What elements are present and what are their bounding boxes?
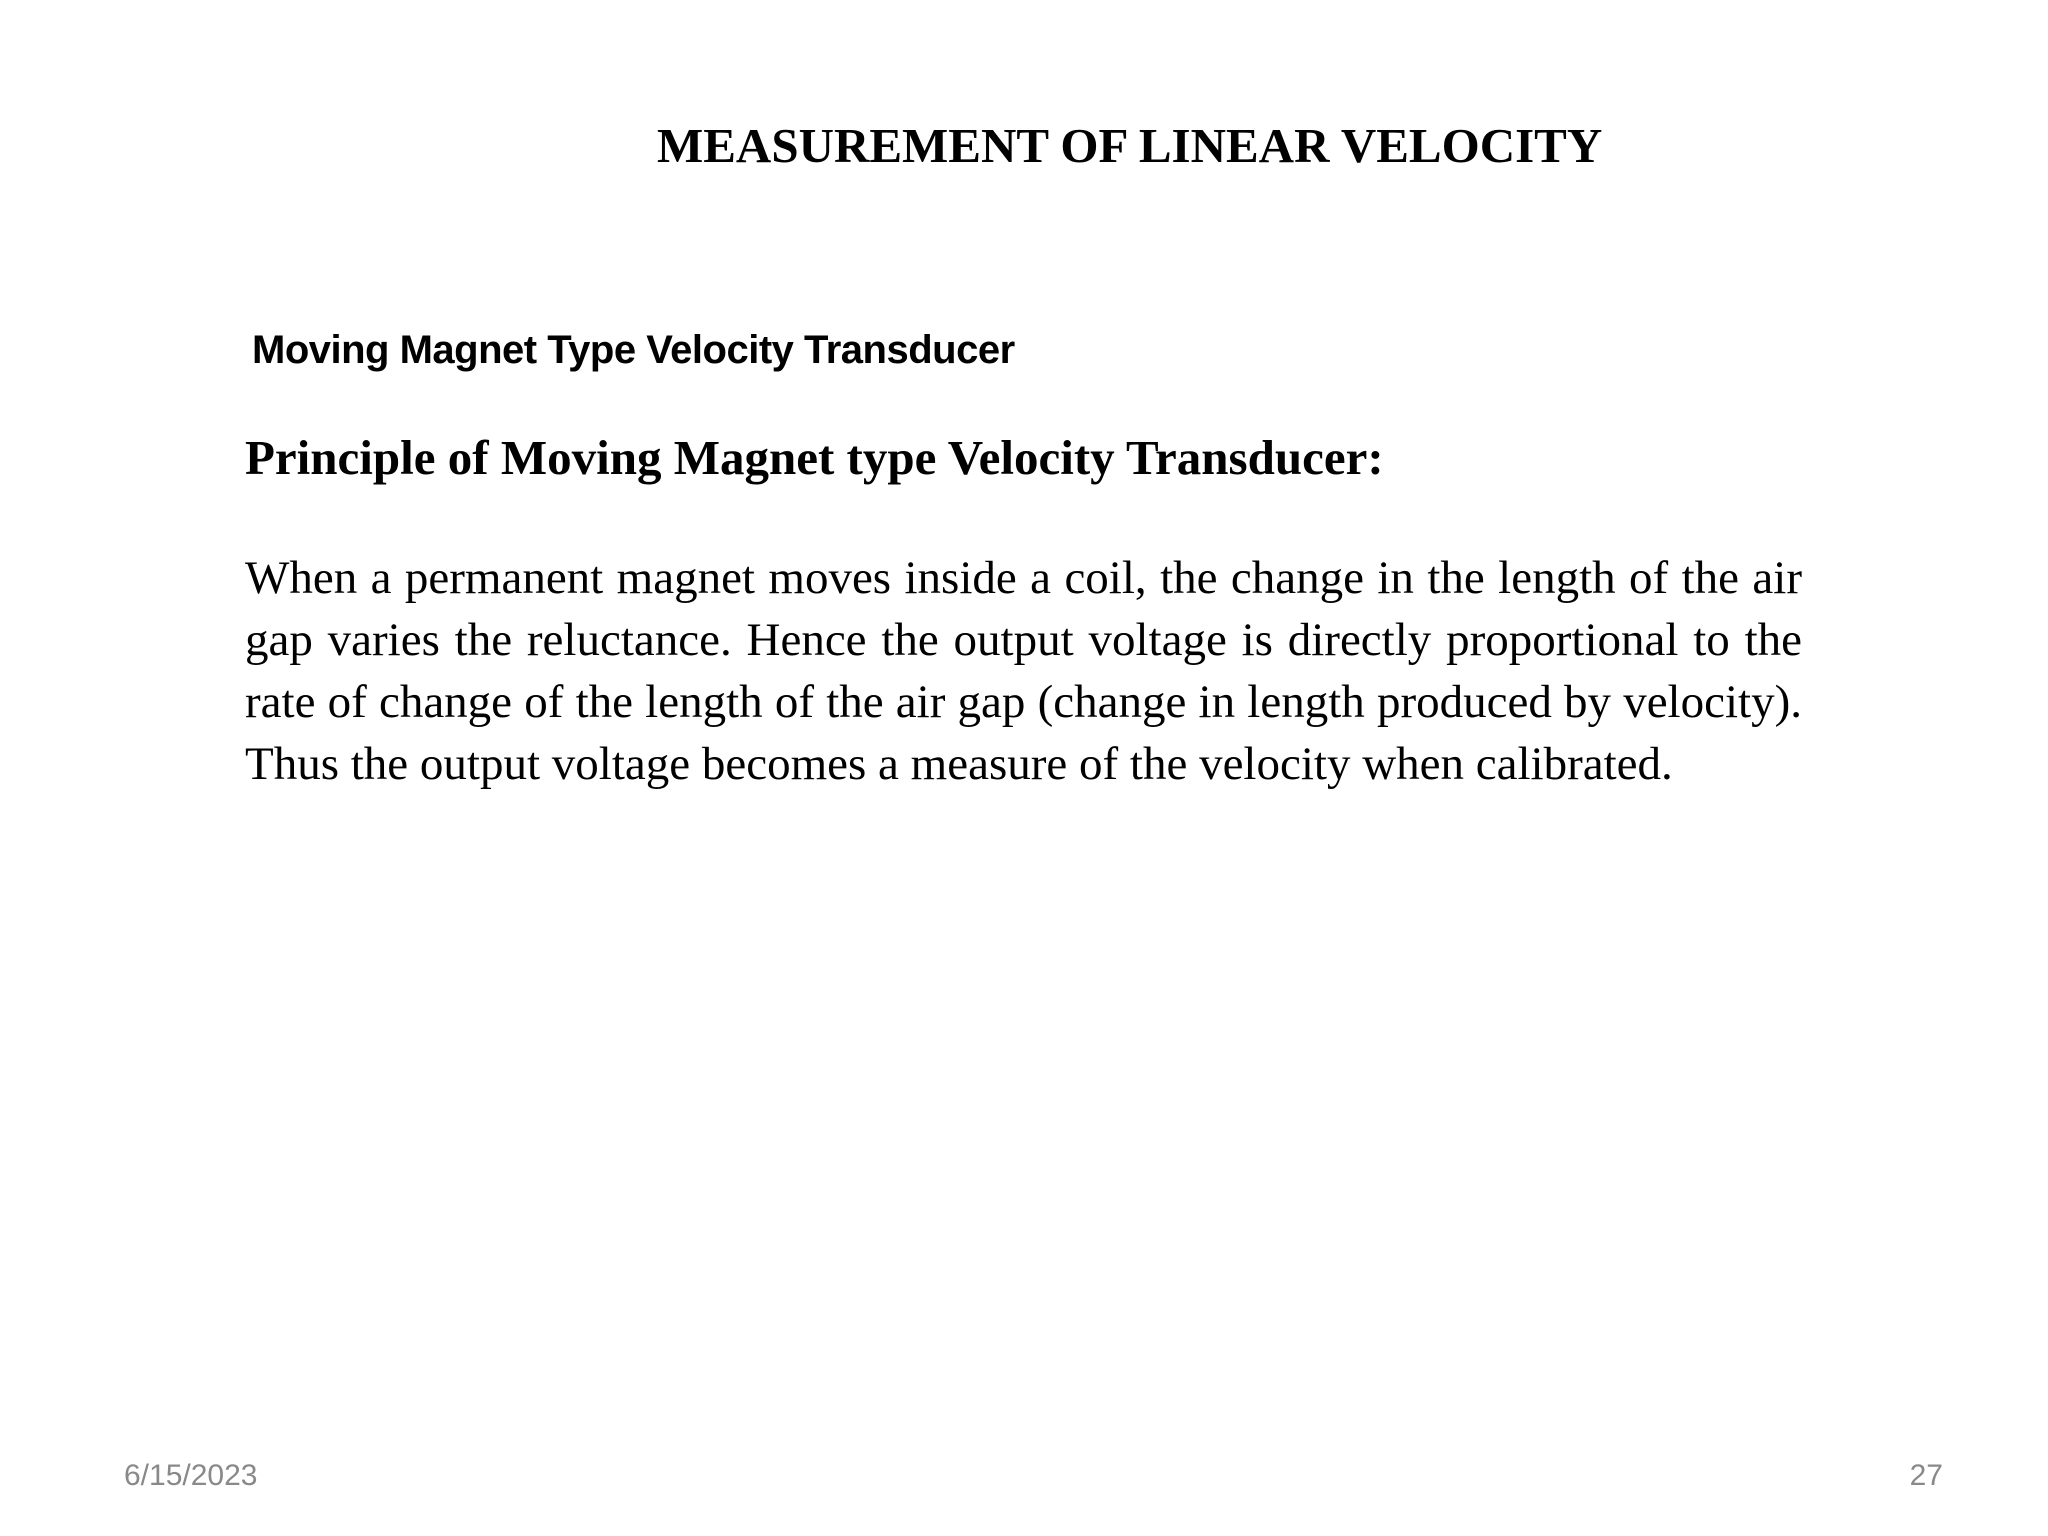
- slide-subtitle: Moving Magnet Type Velocity Transducer: [252, 328, 1015, 372]
- footer-page-number: 27: [1909, 1459, 1943, 1492]
- principle-heading: Principle of Moving Magnet type Velocity Transducer:: [245, 430, 1384, 485]
- principle-description: When a permanent magnet moves inside a coil, the change in the length of the air gap varies the reluctance. Hence the output voltage is directly proportional to the rate of change of the length of the air gap (change in length produced by velocity). Thus the output voltage becomes a measure of the velocity when calibrated.: [245, 552, 1802, 790]
- footer-date: 6/15/2023: [124, 1459, 258, 1492]
- slide-title: MEASUREMENT OF LINEAR VELOCITY: [657, 118, 1603, 173]
